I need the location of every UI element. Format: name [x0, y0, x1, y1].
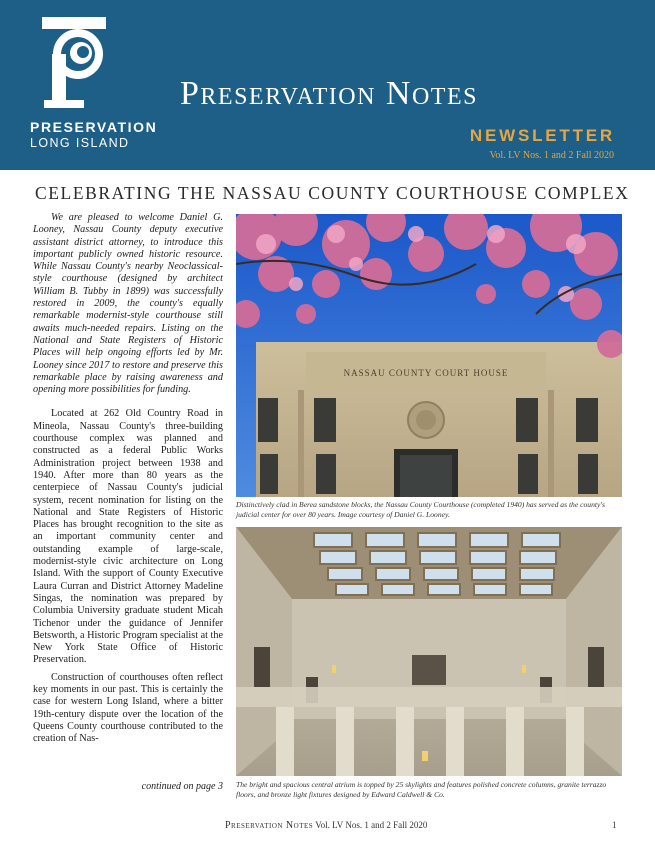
- courthouse-signage: NASSAU COUNTY COURT HOUSE: [343, 368, 509, 378]
- photo-caption: Distinctively clad in Berea sandstone blocks, the Nassau County Courthouse (completed 1940) has served as the county's judicial center for over 80 years. Image courtesy of Daniel G. Looney.: [236, 500, 605, 519]
- masthead: [0, 0, 655, 170]
- newsletter-label: NEWSLETTER: [469, 126, 615, 145]
- courthouse-atrium-photo: [236, 527, 622, 776]
- intro-paragraph: We are pleased to welcome Daniel G. Looney, Nassau County deputy executive assistant district attorney, to introduce this important publicly owned historic resource. While Nassau County's nearby Neoclassical-style courthouse (designed by architect William B. Tubby in 1899) was successfully restored in 2009, the county's equally remarkable modernist-style courthouse still awaits much-needed repairs. Listing on the National and State Registers of Historic Places will help ongoing efforts led by Mr. Looney since 2017 to restore and preserve this remarkable place by raising awareness and opening more possibilities for funding.: [33, 212, 223, 396]
- org-name: [30, 119, 157, 151]
- page-number: 1: [612, 820, 617, 830]
- footer-title: Preservation Notes: [225, 820, 314, 831]
- body-paragraph: Construction of courthouses often reflect key moments in our past. This is certainly the case for western Long Island, where a bitter 19th-century dispute over the location of the Queens County courthouse contributed to the creation of Nas-: [33, 671, 223, 745]
- article-title: CELEBRATING THE NASSAU COUNTY COURTHOUSE COMPLEX: [35, 183, 630, 203]
- article-body: [33, 212, 223, 750]
- page-footer: [225, 820, 427, 831]
- continued-link[interactable]: continued on page 3: [141, 781, 223, 792]
- issue-info: Vol. LV Nos. 1 and 2 Fall 2020: [489, 150, 614, 161]
- footer-issue: Vol. LV Nos. 1 and 2 Fall 2020: [315, 820, 428, 830]
- newsletter-title: Preservation Notes: [180, 75, 478, 112]
- courthouse-exterior-photo: [236, 214, 622, 497]
- photo-caption: The bright and spacious central atrium is topped by 25 skylights and features polished concrete columns, granite terrazzo floors, and bronze light fixtures designed by Edward Caldwell & Co.: [236, 780, 607, 799]
- org-name-line1: PRESERVATION: [30, 119, 158, 135]
- body-paragraph: Located at 262 Old Country Road in Mineola, Nassau County's three-building courthouse complex was planned and constructed as a federal Public Works Administration project between 1938 and 1940. After more than 80 years as the centerpiece of Nassau County's judicial system, recent nomination for listing on the National and State Registers of Historic Places has brought recognition to the site as an important community center and outstanding example of large-scale, modernist-style civic architecture on Long Island. With the support of County Executive Laura Curran and District Attorney Madeline Singas, the nomination was prepared by Columbia University graduate student Micah Tichenor under the guidance of Jennifer Betsworth, a Historic Program specialist at the New York State Office of Historic Preservation.: [33, 408, 223, 666]
- spiral-column-icon: [38, 14, 110, 110]
- org-name-line2: LONG ISLAND: [30, 136, 130, 150]
